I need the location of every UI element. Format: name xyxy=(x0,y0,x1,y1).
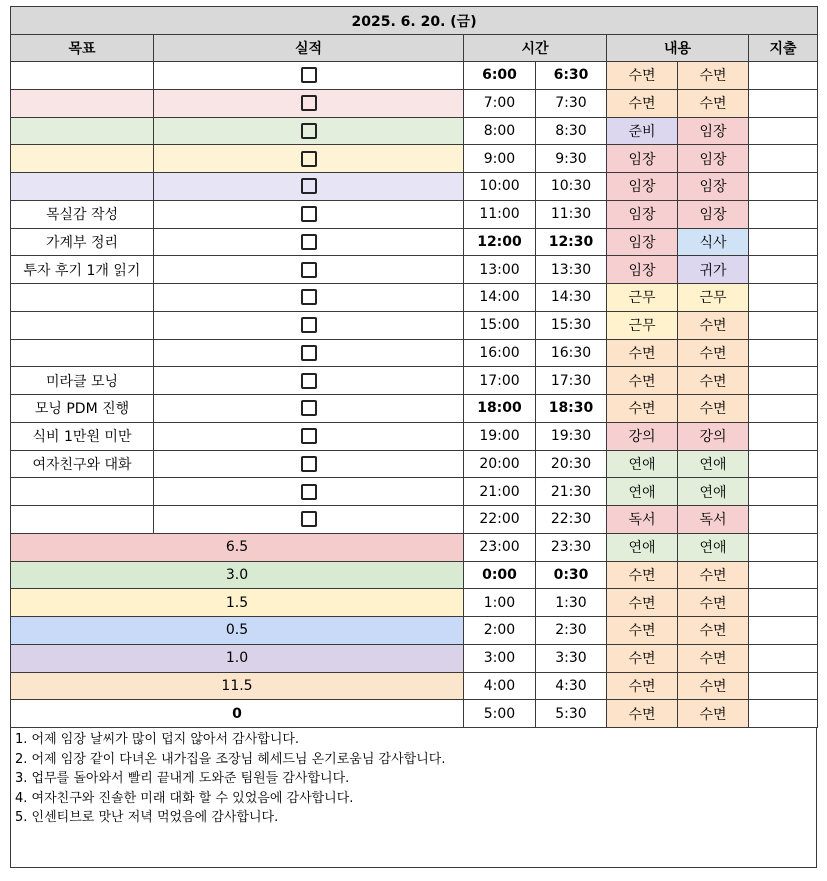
result-checkbox[interactable] xyxy=(301,317,317,333)
schedule-row xyxy=(11,173,818,201)
result-checkbox[interactable] xyxy=(301,151,317,167)
activity-second-half[interactable]: 임장 xyxy=(678,173,749,201)
activity-second-half[interactable]: 연애 xyxy=(678,450,749,478)
schedule-row xyxy=(11,62,818,90)
schedule-row xyxy=(11,672,818,700)
expense-cell[interactable] xyxy=(749,173,818,201)
schedule-row xyxy=(11,89,818,117)
activity-second-half[interactable]: 수면 xyxy=(678,367,749,395)
time-end: 0:30 xyxy=(536,561,607,589)
time-end: 12:30 xyxy=(536,228,607,256)
result-cell xyxy=(154,62,464,90)
activity-first-half[interactable]: 연애 xyxy=(607,533,678,561)
summary-hours-cell: 1.5 xyxy=(11,589,464,617)
schedule-row xyxy=(11,506,818,534)
result-checkbox[interactable] xyxy=(301,511,317,527)
activity-first-half[interactable]: 수면 xyxy=(607,644,678,672)
activity-second-half[interactable]: 수면 xyxy=(678,311,749,339)
time-start: 17:00 xyxy=(464,367,536,395)
result-checkbox[interactable] xyxy=(301,289,317,305)
time-end: 2:30 xyxy=(536,617,607,645)
schedule-row xyxy=(11,395,818,423)
activity-second-half[interactable]: 임장 xyxy=(678,117,749,145)
expense-cell[interactable] xyxy=(749,62,818,90)
summary-hours-cell: 1.0 xyxy=(11,644,464,672)
activity-first-half[interactable]: 수면 xyxy=(607,62,678,90)
schedule-row xyxy=(11,617,818,645)
expense-cell[interactable] xyxy=(749,228,818,256)
summary-hours-cell: 11.5 xyxy=(11,672,464,700)
result-cell xyxy=(154,339,464,367)
schedule-row xyxy=(11,533,818,561)
schedule-row xyxy=(11,145,818,173)
activity-first-half[interactable]: 임장 xyxy=(607,228,678,256)
activity-first-half[interactable]: 임장 xyxy=(607,145,678,173)
activity-second-half[interactable]: 독서 xyxy=(678,506,749,534)
time-start: 1:00 xyxy=(464,589,536,617)
activity-first-half[interactable]: 수면 xyxy=(607,89,678,117)
time-start: 10:00 xyxy=(464,173,536,201)
expense-cell[interactable] xyxy=(749,311,818,339)
time-start: 23:00 xyxy=(464,533,536,561)
activity-second-half[interactable]: 귀가 xyxy=(678,256,749,284)
result-cell xyxy=(154,173,464,201)
header-time: 시간 xyxy=(464,35,607,62)
activity-second-half[interactable]: 식사 xyxy=(678,228,749,256)
activity-second-half[interactable]: 임장 xyxy=(678,200,749,228)
daily-planner-sheet xyxy=(10,6,817,868)
time-start: 4:00 xyxy=(464,672,536,700)
result-checkbox[interactable] xyxy=(301,428,317,444)
schedule-row xyxy=(11,644,818,672)
activity-second-half[interactable]: 수면 xyxy=(678,89,749,117)
activity-second-half[interactable]: 근무 xyxy=(678,284,749,312)
schedule-row xyxy=(11,200,818,228)
time-end: 9:30 xyxy=(536,145,607,173)
expense-cell[interactable] xyxy=(749,644,818,672)
gratitude-note: 2. 어제 임장 같이 다녀온 내가집을 조장님 헤세드님 온기로움님 감사합니다. xyxy=(15,751,446,767)
expense-cell[interactable] xyxy=(749,367,818,395)
goal-cell[interactable] xyxy=(11,89,154,117)
activity-first-half[interactable]: 임장 xyxy=(607,173,678,201)
activity-first-half[interactable]: 준비 xyxy=(607,117,678,145)
goal-cell[interactable] xyxy=(11,478,154,506)
result-checkbox[interactable] xyxy=(301,206,317,222)
time-start: 12:00 xyxy=(464,228,536,256)
gratitude-notes[interactable] xyxy=(10,728,817,868)
result-cell xyxy=(154,422,464,450)
time-end: 23:30 xyxy=(536,533,607,561)
schedule-row xyxy=(11,284,818,312)
time-end: 8:30 xyxy=(536,117,607,145)
gratitude-note: 4. 여자친구와 진솔한 미래 대화 할 수 있었음에 감사합니다. xyxy=(15,790,354,806)
time-start: 7:00 xyxy=(464,89,536,117)
time-end: 17:30 xyxy=(536,367,607,395)
schedule-row xyxy=(11,311,818,339)
activity-second-half[interactable]: 수면 xyxy=(678,561,749,589)
time-end: 18:30 xyxy=(536,395,607,423)
result-cell xyxy=(154,506,464,534)
time-end: 1:30 xyxy=(536,589,607,617)
time-end: 22:30 xyxy=(536,506,607,534)
time-end: 4:30 xyxy=(536,672,607,700)
expense-cell[interactable] xyxy=(749,617,818,645)
expense-cell[interactable] xyxy=(749,561,818,589)
result-cell xyxy=(154,395,464,423)
schedule-row xyxy=(11,367,818,395)
result-cell xyxy=(154,284,464,312)
time-start: 20:00 xyxy=(464,450,536,478)
time-end: 14:30 xyxy=(536,284,607,312)
result-cell xyxy=(154,228,464,256)
activity-first-half[interactable]: 수면 xyxy=(607,589,678,617)
result-cell xyxy=(154,367,464,395)
activity-second-half[interactable]: 수면 xyxy=(678,339,749,367)
schedule-row xyxy=(11,450,818,478)
expense-cell[interactable] xyxy=(749,450,818,478)
result-cell xyxy=(154,450,464,478)
time-start: 3:00 xyxy=(464,644,536,672)
schedule-row xyxy=(11,700,818,728)
activity-first-half[interactable]: 독서 xyxy=(607,506,678,534)
schedule-row xyxy=(11,339,818,367)
result-checkbox[interactable] xyxy=(301,67,317,83)
time-start: 18:00 xyxy=(464,395,536,423)
goal-cell[interactable]: 투자 후기 1개 읽기 xyxy=(11,256,154,284)
goal-cell[interactable]: 목실감 작성 xyxy=(11,200,154,228)
activity-first-half[interactable]: 연애 xyxy=(607,450,678,478)
time-end: 5:30 xyxy=(536,700,607,728)
header-result: 실적 xyxy=(154,35,464,62)
result-cell xyxy=(154,200,464,228)
time-start: 19:00 xyxy=(464,422,536,450)
activity-first-half[interactable]: 강의 xyxy=(607,422,678,450)
result-checkbox[interactable] xyxy=(301,373,317,389)
result-cell xyxy=(154,117,464,145)
activity-first-half[interactable]: 수면 xyxy=(607,561,678,589)
goal-cell[interactable]: 미라클 모닝 xyxy=(11,367,154,395)
schedule-row xyxy=(11,422,818,450)
goal-cell[interactable] xyxy=(11,62,154,90)
activity-second-half[interactable]: 수면 xyxy=(678,644,749,672)
expense-cell[interactable] xyxy=(749,256,818,284)
activity-second-half[interactable]: 연애 xyxy=(678,478,749,506)
activity-second-half[interactable]: 수면 xyxy=(678,395,749,423)
activity-second-half[interactable]: 수면 xyxy=(678,62,749,90)
time-end: 7:30 xyxy=(536,89,607,117)
planner-table xyxy=(10,6,818,728)
time-end: 15:30 xyxy=(536,311,607,339)
schedule-row xyxy=(11,589,818,617)
expense-cell[interactable] xyxy=(749,339,818,367)
result-cell xyxy=(154,89,464,117)
date-title: 2025. 6. 20. (금) xyxy=(11,7,818,35)
time-end: 20:30 xyxy=(536,450,607,478)
result-cell xyxy=(154,478,464,506)
result-checkbox[interactable] xyxy=(301,95,317,111)
time-start: 6:00 xyxy=(464,62,536,90)
activity-first-half[interactable]: 연애 xyxy=(607,478,678,506)
expense-cell[interactable] xyxy=(749,395,818,423)
result-checkbox[interactable] xyxy=(301,484,317,500)
goal-cell[interactable] xyxy=(11,311,154,339)
schedule-row xyxy=(11,256,818,284)
schedule-row xyxy=(11,228,818,256)
activity-first-half[interactable]: 수면 xyxy=(607,339,678,367)
schedule-row xyxy=(11,561,818,589)
activity-second-half[interactable]: 연애 xyxy=(678,533,749,561)
time-start: 22:00 xyxy=(464,506,536,534)
time-start: 16:00 xyxy=(464,339,536,367)
time-start: 11:00 xyxy=(464,200,536,228)
time-start: 21:00 xyxy=(464,478,536,506)
result-checkbox[interactable] xyxy=(301,262,317,278)
goal-cell[interactable] xyxy=(11,339,154,367)
activity-first-half[interactable]: 임장 xyxy=(607,256,678,284)
gratitude-note: 3. 업무를 돌아와서 빨리 끝내게 도와준 팀원들 감사합니다. xyxy=(15,771,350,787)
time-end: 3:30 xyxy=(536,644,607,672)
expense-cell[interactable] xyxy=(749,506,818,534)
result-checkbox[interactable] xyxy=(301,345,317,361)
activity-first-half[interactable]: 근무 xyxy=(607,284,678,312)
result-cell xyxy=(154,256,464,284)
expense-cell[interactable] xyxy=(749,145,818,173)
time-end: 6:30 xyxy=(536,62,607,90)
goal-cell[interactable] xyxy=(11,173,154,201)
time-end: 11:30 xyxy=(536,200,607,228)
expense-cell[interactable] xyxy=(749,284,818,312)
activity-first-half[interactable]: 근무 xyxy=(607,311,678,339)
result-checkbox[interactable] xyxy=(301,456,317,472)
time-start: 2:00 xyxy=(464,617,536,645)
result-cell xyxy=(154,145,464,173)
goal-cell[interactable] xyxy=(11,284,154,312)
time-start: 8:00 xyxy=(464,117,536,145)
schedule-row xyxy=(11,117,818,145)
summary-hours-cell: 0.5 xyxy=(11,617,464,645)
time-start: 0:00 xyxy=(464,561,536,589)
time-end: 13:30 xyxy=(536,256,607,284)
goal-cell[interactable] xyxy=(11,117,154,145)
result-checkbox[interactable] xyxy=(301,123,317,139)
time-end: 10:30 xyxy=(536,173,607,201)
result-cell xyxy=(154,311,464,339)
activity-first-half[interactable]: 수면 xyxy=(607,367,678,395)
expense-cell[interactable] xyxy=(749,672,818,700)
expense-cell[interactable] xyxy=(749,589,818,617)
summary-hours-cell: 6.5 xyxy=(11,533,464,561)
expense-cell[interactable] xyxy=(749,533,818,561)
activity-first-half[interactable]: 임장 xyxy=(607,200,678,228)
expense-cell[interactable] xyxy=(749,117,818,145)
goal-cell[interactable]: 가계부 정리 xyxy=(11,228,154,256)
activity-first-half[interactable]: 수면 xyxy=(607,395,678,423)
activity-first-half[interactable]: 수면 xyxy=(607,672,678,700)
activity-second-half[interactable]: 강의 xyxy=(678,422,749,450)
time-start: 13:00 xyxy=(464,256,536,284)
activity-first-half[interactable]: 수면 xyxy=(607,700,678,728)
result-checkbox[interactable] xyxy=(301,178,317,194)
time-end: 21:30 xyxy=(536,478,607,506)
activity-second-half[interactable]: 수면 xyxy=(678,672,749,700)
header-goal: 목표 xyxy=(11,35,154,62)
expense-cell[interactable] xyxy=(749,89,818,117)
time-start: 9:00 xyxy=(464,145,536,173)
goal-cell[interactable] xyxy=(11,145,154,173)
summary-hours-cell: 3.0 xyxy=(11,561,464,589)
activity-second-half[interactable]: 수면 xyxy=(678,589,749,617)
goal-cell[interactable] xyxy=(11,506,154,534)
activity-second-half[interactable]: 수면 xyxy=(678,617,749,645)
header-content: 내용 xyxy=(607,35,749,62)
gratitude-note: 5. 인센티브로 맛난 저녁 먹었음에 감사합니다. xyxy=(15,810,279,826)
schedule-row xyxy=(11,478,818,506)
gratitude-note: 1. 어제 임장 날씨가 많이 덥지 않아서 감사합니다. xyxy=(15,732,300,747)
time-start: 14:00 xyxy=(464,284,536,312)
goal-cell[interactable]: 식비 1만원 미만 xyxy=(11,422,154,450)
expense-cell[interactable] xyxy=(749,200,818,228)
time-start: 5:00 xyxy=(464,700,536,728)
expense-cell[interactable] xyxy=(749,478,818,506)
result-checkbox[interactable] xyxy=(301,234,317,250)
time-end: 16:30 xyxy=(536,339,607,367)
time-start: 15:00 xyxy=(464,311,536,339)
activity-second-half[interactable]: 임장 xyxy=(678,145,749,173)
expense-cell[interactable] xyxy=(749,422,818,450)
goal-cell[interactable]: 여자친구와 대화 xyxy=(11,450,154,478)
activity-first-half[interactable]: 수면 xyxy=(607,617,678,645)
expense-cell[interactable] xyxy=(749,700,818,728)
header-expense: 지출 xyxy=(749,35,818,62)
time-end: 19:30 xyxy=(536,422,607,450)
result-checkbox[interactable] xyxy=(301,400,317,416)
summary-hours-cell: 0 xyxy=(11,700,464,728)
goal-cell[interactable]: 모닝 PDM 진행 xyxy=(11,395,154,423)
activity-second-half[interactable]: 수면 xyxy=(678,700,749,728)
